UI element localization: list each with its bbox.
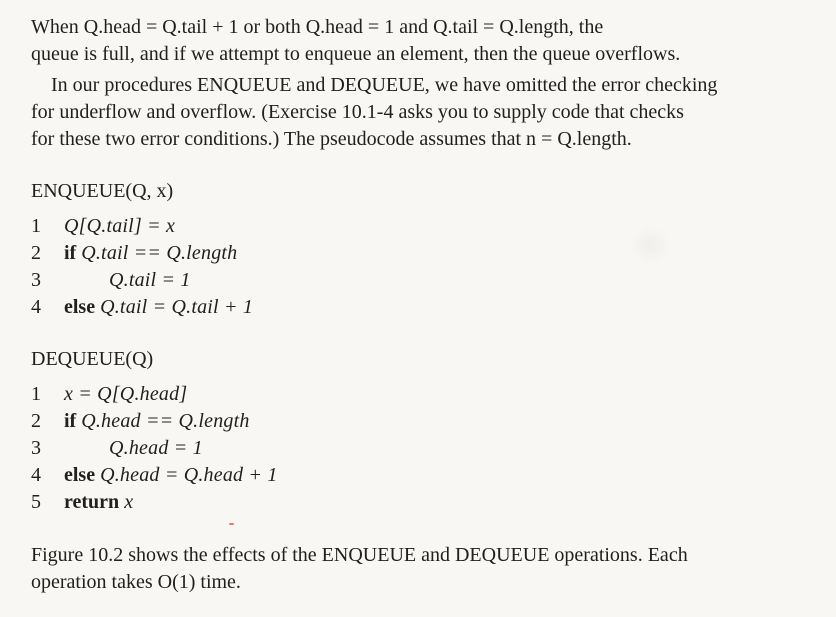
enqueue-line-2 — [31, 240, 253, 267]
paragraph-line: operation takes O(1) time. — [31, 571, 241, 593]
code-text: Q[Q.tail] = x — [64, 215, 176, 237]
keyword-else: else — [64, 464, 96, 486]
line-number: 1 — [31, 383, 41, 405]
dequeue-code — [31, 381, 278, 516]
keyword-if: if — [64, 410, 77, 432]
dequeue-line-3 — [31, 435, 278, 462]
code-text: Q.tail = 1 — [109, 269, 191, 291]
line-number: 5 — [31, 491, 41, 513]
code-text: Q.tail = Q.tail + 1 — [100, 296, 254, 318]
dequeue-line-1 — [31, 381, 278, 408]
code-text: x = Q[Q.head] — [64, 383, 188, 405]
keyword-return: return — [64, 491, 120, 513]
code-text: x — [124, 491, 134, 513]
line-number: 3 — [31, 437, 41, 459]
dequeue-line-5 — [31, 489, 278, 516]
enqueue-line-3 — [31, 267, 253, 294]
enqueue-line-1 — [31, 213, 253, 240]
enqueue-line-4 — [31, 294, 253, 321]
paragraph-line: for these two error conditions.) The pseudocode assumes that n = Q.length. — [31, 128, 632, 150]
line-number: 3 — [31, 269, 41, 291]
line-number: 4 — [31, 296, 41, 318]
code-text: Q.head == Q.length — [81, 410, 250, 432]
code-text: Q.tail == Q.length — [81, 242, 238, 264]
dequeue-line-2 — [31, 408, 278, 435]
paragraph-line: In our procedures ENQUEUE and DEQUEUE, we have omitted the error checking — [51, 74, 718, 96]
paragraph-line: When Q.head = Q.tail + 1 or both Q.head = 1 and Q.tail = Q.length, the — [31, 16, 604, 38]
line-number: 1 — [31, 215, 41, 237]
paragraph-line: Figure 10.2 shows the effects of the ENQUEUE and DEQUEUE operations. Each — [31, 544, 688, 566]
keyword-if: if — [64, 242, 77, 264]
line-number: 2 — [31, 410, 41, 432]
code-text: Q.head = Q.head + 1 — [100, 464, 278, 486]
paper-speck — [229, 523, 234, 525]
line-number: 2 — [31, 242, 41, 264]
paragraph-procedures — [31, 72, 809, 153]
line-number: 4 — [31, 464, 41, 486]
dequeue-title: DEQUEUE(Q) — [31, 348, 154, 370]
dequeue-line-4 — [31, 462, 278, 489]
keyword-else: else — [64, 296, 96, 318]
paragraph-figure-reference — [31, 542, 809, 596]
paragraph-queue-full — [31, 14, 809, 68]
paragraph-line: for underflow and overflow. (Exercise 10.1-4 asks you to supply code that checks — [31, 101, 684, 123]
code-text: Q.head = 1 — [109, 437, 203, 459]
paragraph-line: queue is full, and if we attempt to enqueue an element, then the queue overflows. — [31, 43, 681, 65]
enqueue-title: ENQUEUE(Q, x) — [31, 180, 174, 202]
enqueue-code — [31, 213, 253, 321]
